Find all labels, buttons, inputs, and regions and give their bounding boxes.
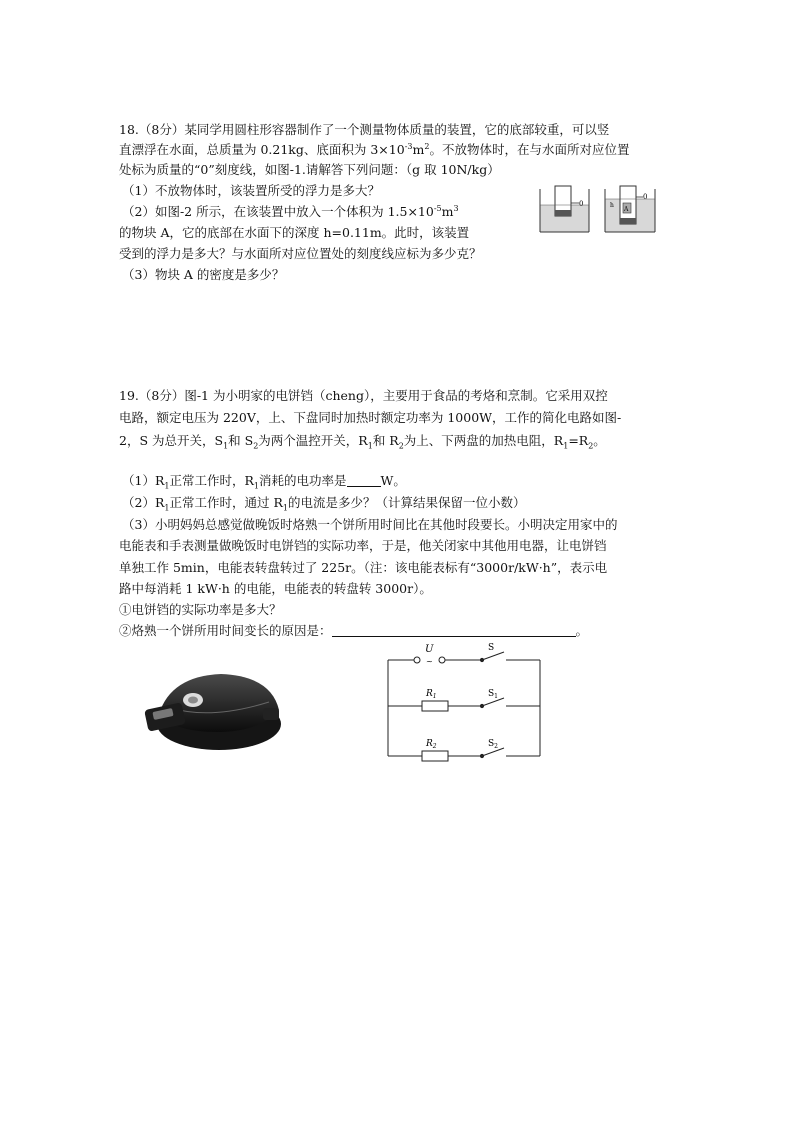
figure-2-container — [605, 186, 655, 232]
q19-r1-sub-2: 1 — [563, 441, 569, 451]
q18-part-2-exp2: 3 — [453, 203, 459, 213]
q18-part-3: （3）物块 A 的密度是多少？ — [122, 267, 285, 282]
q18-line-3: 处标为质量的“0”刻度线，如图-1.请解答下列问题：（g 取 10N/kg） — [119, 162, 500, 177]
q19-line-2: 电路，额定电压为 220V，上、下盘同时加热时额定功率为 1000W，工作的简化电路如图- — [119, 410, 622, 425]
figure-1-container — [540, 186, 589, 232]
circuit-label-s: S — [488, 643, 495, 653]
circuit-r2-sub: 2 — [432, 743, 437, 750]
q19-s1-sub: 1 — [223, 441, 229, 451]
q19-line-3 — [119, 433, 606, 449]
q19-part-1 — [122, 473, 406, 489]
circuit-s2-letter: S — [488, 739, 495, 749]
q19-part-1-d: W。 — [380, 473, 406, 488]
circuit-label-r2 — [425, 739, 437, 750]
q18-line-2 — [119, 142, 629, 158]
q18-line-2-text: 直漂浮在水面，总质量为 0.21kg、底面积为 3×10 — [119, 142, 405, 157]
circuit-s1-letter: S — [488, 689, 495, 699]
q19-part-2-sub: 1 — [164, 503, 170, 513]
q19-line-3-d: 和 R — [372, 433, 399, 448]
q18-line-6: 的物块 A，它的底部在水面下的深度 h=0.11m。此时，该装置 — [119, 225, 470, 240]
q18-part-2-text: （2）如图-2 所示，在该装置中放入一个体积为 1.5×10 — [122, 204, 434, 219]
q19-line-3-f: =R — [568, 433, 589, 448]
circuit-r1-letter: R — [426, 689, 433, 699]
q18-exponent: -3 — [404, 141, 413, 151]
q19-part-3-line-2: 电能表和手表测量做晚饭时电饼铛的实际功率，于是，他关闭家中其他用电器，让电饼铛 — [119, 538, 607, 553]
q19-line-3-a: 2，S 为总开关，S — [119, 433, 224, 448]
q18-line-1: 18.（8分）某同学用圆柱形容器制作了一个测量物体质量的装置，它的底部较重，可以竖 — [119, 122, 610, 137]
q19-line-1: 19.（8分）图-1 为小明家的电饼铛（cheng），主要用于食品的考烙和烹制。它采用双控 — [119, 388, 608, 403]
figure-2-h-label: h — [610, 202, 614, 209]
q18-part-2-exp: -5 — [433, 203, 442, 213]
q18-figures — [535, 183, 660, 238]
q19-part-2 — [122, 495, 525, 511]
q19-sub-question-2-text: ②烙熟一个饼所用时间变长的原因是： — [119, 623, 332, 638]
q19-line-3-c: 为两个温控开关，R — [258, 433, 368, 448]
q19-part-2-b: 正常工作时，通过 R — [169, 495, 283, 510]
q19-sub-question-2-answer-blank[interactable] — [332, 624, 576, 637]
circuit-s1-sub: 1 — [494, 693, 498, 700]
q19-part-1-c: 消耗的电功率是 — [258, 473, 347, 488]
q18-line-7: 受到的浮力是多大？与水面所对应位置处的刻度线应标为多少克？ — [119, 246, 482, 261]
q18-part-1: （1）不放物体时，该装置所受的浮力是多大？ — [122, 183, 380, 198]
q18-line-2-tail: 。不放物体时，在与水面所对应位置 — [429, 142, 630, 157]
circuit-label-r1 — [425, 689, 437, 700]
q18-exponent-2: 2 — [424, 141, 430, 151]
circuit-label-s2 — [488, 739, 498, 750]
q18-part-2-unit: m — [441, 204, 454, 219]
q18-unit: m — [412, 142, 425, 157]
q19-part-1-b: 正常工作时，R — [169, 473, 254, 488]
q19-part-2-sub-2: 1 — [282, 503, 288, 513]
q18-part-2 — [122, 204, 459, 220]
q19-line-3-g: 。 — [593, 433, 606, 448]
q19-s2-sub: 2 — [253, 441, 259, 451]
circuit-label-s1 — [488, 689, 498, 700]
q19-part-3-line-4: 路中每消耗 1 kW·h 的电能，电能表的转盘转 3000r）。 — [119, 581, 432, 596]
q19-r2-sub: 2 — [398, 441, 404, 451]
q19-r1-sub: 1 — [367, 441, 373, 451]
circuit-r2-letter: R — [426, 739, 433, 749]
q19-sub-question-1: ①电饼铛的实际功率是多大？ — [119, 602, 282, 617]
figure-2-block-a-label: A — [624, 206, 629, 213]
q19-part-1-a: （1）R — [122, 473, 165, 488]
q19-part-1-answer-blank[interactable] — [347, 474, 381, 487]
circuit-label-u: U — [425, 644, 434, 655]
q19-r2-sub-2: 2 — [588, 441, 594, 451]
figure-2-zero-label: 0 — [643, 193, 648, 201]
q19-sub-question-2-end: 。 — [575, 623, 589, 638]
q19-line-3-e: 为上、下两盘的加热电阻，R — [403, 433, 564, 448]
circuit-r1-sub: 1 — [432, 693, 437, 700]
q19-line-3-b: 和 S — [228, 433, 254, 448]
q19-sub-question-2 — [119, 623, 588, 639]
q19-part-2-a: （2）R — [122, 495, 165, 510]
circuit-label-tilde: ~ — [426, 657, 433, 666]
q19-part-3-line-1: （3）小明妈妈总感觉做晚饭时烙熟一个饼所用时间比在其他时段要长。小明决定用家中的 — [122, 517, 618, 532]
pancake-pan-image — [141, 662, 286, 760]
q19-part-1-sub: 1 — [164, 481, 170, 491]
q19-part-2-c: 的电流是多少？（计算结果保留一位小数） — [287, 495, 526, 510]
q19-part-1-sub-2: 1 — [253, 481, 259, 491]
circuit-s2-sub: 2 — [494, 743, 498, 750]
figure-1-zero-label: 0 — [579, 200, 584, 208]
circuit-diagram — [380, 640, 550, 765]
q19-part-3-line-3: 单独工作 5min，电能表转盘转过了 225r。（注：该电能表标有“3000r/kW·h”，表示电 — [119, 560, 608, 575]
